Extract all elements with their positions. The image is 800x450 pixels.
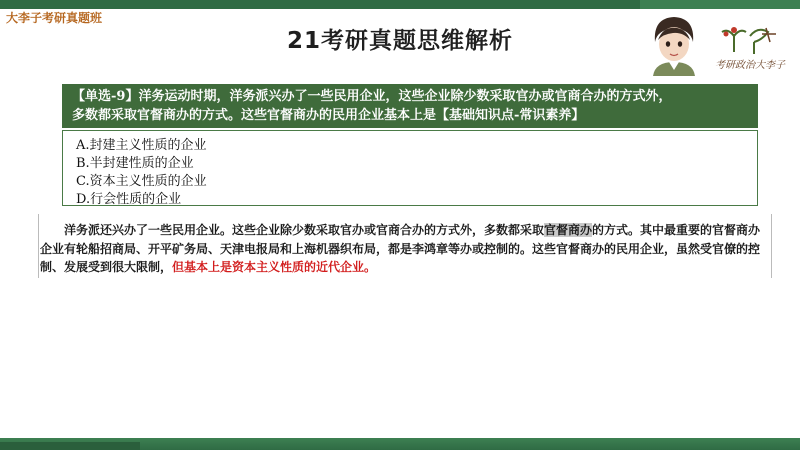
question-line-1: 【单选-9】洋务运动时期，洋务派兴办了一些民用企业，这些企业除少数采取官办或官商合办的方式外， xyxy=(72,89,672,104)
page-title: 21考研真题思维解析 xyxy=(286,28,513,54)
bottom-bar-accent xyxy=(0,442,140,450)
tree-icon xyxy=(710,22,790,56)
option-d: D.行会性质的企业 xyxy=(76,192,182,207)
question-line-2: 多数都采取官督商办的方式。这些官督商办的民用企业基本上是【基础知识点-常识素养】 xyxy=(72,108,585,123)
logo-text: 考研政治大李子 xyxy=(715,60,785,71)
answer-text-2: 的方式。其中最重要的官督商办企业有轮船招商局、开平矿务局、天津电报局和上海机器织布局，都是李鸿章等办或控制的。这些官督商办的民用企业，虽然受官僚的控制、发展受到很大限制， xyxy=(40,223,761,274)
answer-highlight: 官督商办 xyxy=(544,223,593,237)
option-c: C.资本主义性质的企业 xyxy=(76,174,207,189)
brand-logo xyxy=(710,22,790,76)
options-box xyxy=(62,130,758,206)
answer-text-1: 洋务派还兴办了一些民用企业。这些企业除少数采取官办或官商合办的方式外，多数都采取 xyxy=(64,223,545,237)
brand-label: 大李子考研真题班 xyxy=(6,11,103,25)
answer-explanation xyxy=(40,221,766,277)
option-a: A.封建主义性质的企业 xyxy=(76,138,207,153)
option-b: B.半封建性质的企业 xyxy=(76,156,194,171)
question-box xyxy=(62,84,758,128)
avatar xyxy=(645,12,703,76)
top-bar-accent xyxy=(640,0,800,9)
answer-key-sentence: 但基本上是资本主义性质的近代企业。 xyxy=(172,260,377,274)
